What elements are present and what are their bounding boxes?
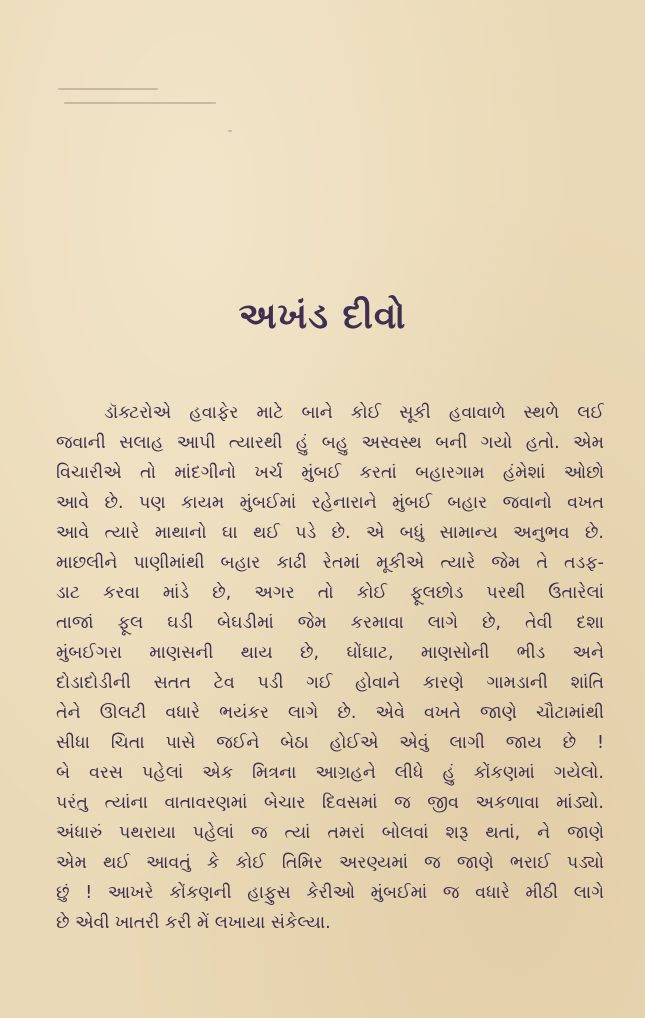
text-line: આવે ત્યારે માથાનો ઘા થઈ પડે છે. એ બધું સામાન્ય અનુભવ છે.: [56, 523, 604, 543]
chapter-title: અખંડ દીવો: [238, 296, 407, 337]
text-line: છું ! આખરે કોંકણની હાફુસ કેરીઓ મુંબઈમાં જ વધારે મીઠી લાગે: [56, 883, 604, 903]
text-line: તાજાં ફૂલ ઘડી બેઘડીમાં જેમ કરમાવા લાગે છે, તેવી દશા: [56, 613, 604, 633]
paragraph: [56, 398, 604, 938]
text-line: ડૉક્ટરોએ હવાફેર માટે બાને કોઈ સૂકી હવાવાળે સ્થળે લઈ: [104, 403, 604, 423]
text-line: ડાટ કરવા માંડે છે, અગર તો કોઈ ફૂલછોડ પરથી ઉતારેલાં: [56, 583, 604, 603]
page-smudge: [58, 88, 158, 90]
page-smudge: [64, 102, 216, 104]
text-line: બે વરસ પહેલાં એક મિત્રના આગ્રહને લીધે હું કોંકણમાં ગયેલો.: [56, 763, 604, 783]
text-line: મુંબઈગરા માણસની થાય છે, ઘોંઘાટ, માણસોની ભીડ અને: [56, 643, 604, 663]
text-line: વિચારીએ તો માંદગીનો ખર્ચ મુંબઈ કરતાં બહારગામ હંમેશાં ઓછો: [56, 463, 604, 483]
text-line: જવાની સલાહ આપી ત્યારથી હું બહુ અસ્વસ્થ બની ગયો હતો. એમ: [56, 433, 604, 453]
text-line: પરંતુ ત્યાંના વાતાવરણમાં બેચાર દિવસમાં જ જીવ અકળાવા માંડ્યો.: [56, 793, 604, 813]
text-line: છે એવી ખાતરી કરી મેં લખાયા સંકેલ્યા.: [56, 913, 331, 933]
text-line: આવે છે. પણ કાયમ મુંબઈમાં રહેનારાને મુંબઈ બહાર જવાનો વખત: [56, 493, 604, 513]
text-line: માછલીને પાણીમાંથી બહાર કાઢી રેતમાં મૂકીએ ત્યારે જેમ તે તડફ-: [56, 553, 604, 573]
text-line: દોડાદોડીની સતત ટેવ પડી ગઈ હોવાને કારણે ગામડાની શાંતિ: [56, 673, 604, 693]
text-line: અંધારું પથરાયા પહેલાં જ ત્યાં તમરાં બોલવાં શરૂ થતાં, ને જાણે: [56, 823, 604, 843]
text-line: તેને ઊલટી વધારે ભયંકર લાગે છે. એવે વખતે જાણે ચૌટામાંથી: [56, 703, 604, 723]
page-smudge: [228, 130, 232, 132]
text-line: એમ થઈ આવતું કે કોઈ તિમિર અરણ્યમાં જ જાણે ભરાઈ પડ્યો: [56, 853, 604, 873]
text-line: સીધા ચિતા પાસે જઈને બેઠા હોઈએ એવું લાગી જાય છે !: [56, 733, 604, 753]
